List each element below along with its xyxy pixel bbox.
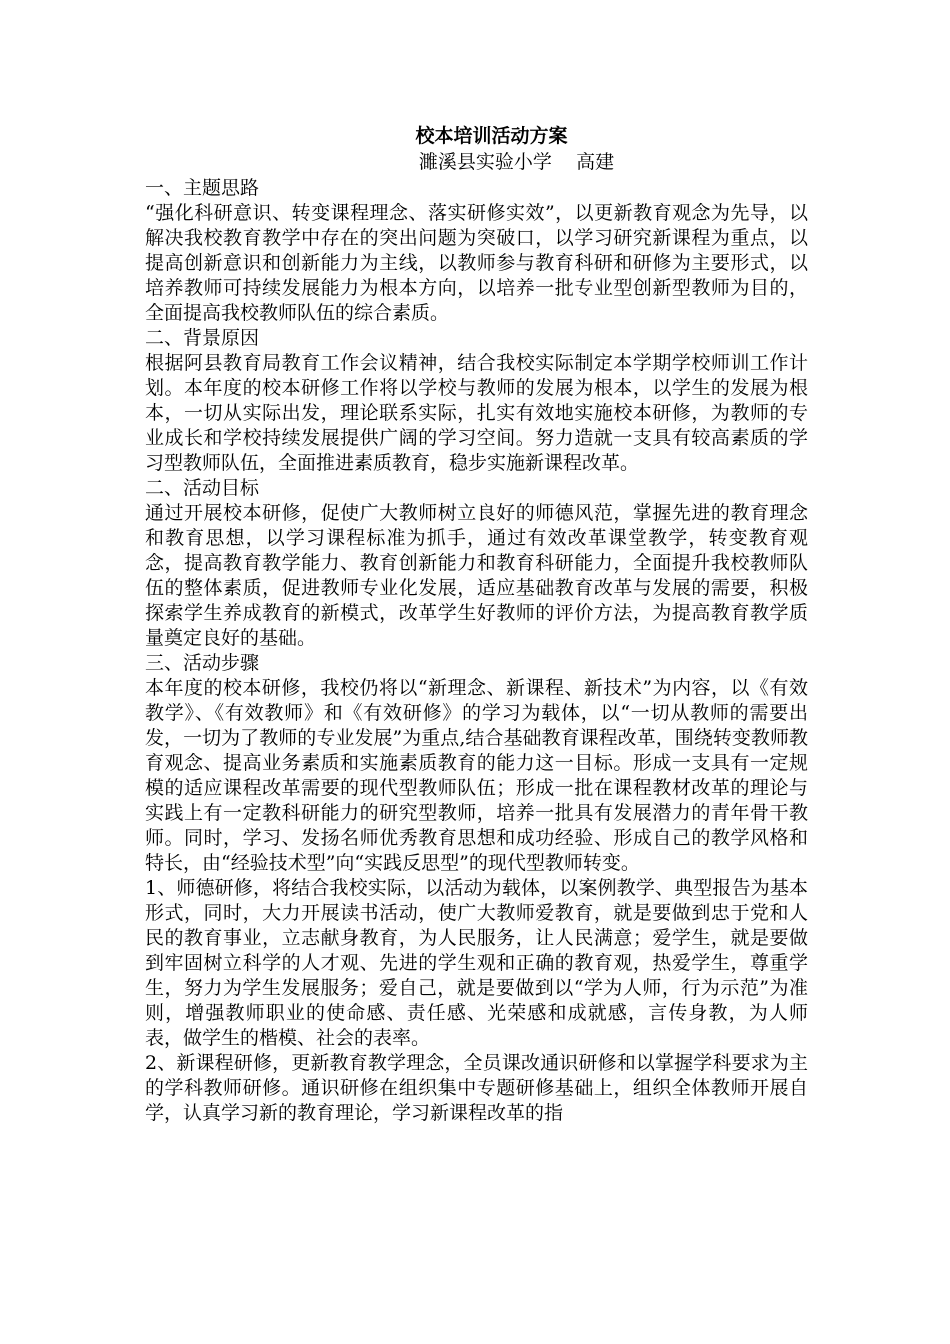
document-subtitle: 濉溪县实验小学 高建 (418, 151, 615, 173)
list-item-ethics-training: 1、师德研修，将结合我校实际，以活动为载体，以案例教学、典型报告为基本形式，同时，大力开展读书活动，使广大教师爱教育，就是要做到忠于党和人民的教育事业，立志献身教育，为人民服务，让人民满意；爱学生，就是要做到牢固树立科学的人才观、先进的学生观和正确的教育观，热爱学生，尊重学生，努力为学生发展服务；爱自己，就是要做到以“学为人师，行为示范”为准则，增强教师职业的使命感、责任感、光荣感和成就感，言传身教，为人师表，做学生的楷模、社会的表率。 (145, 877, 808, 1049)
section-paragraph-steps: 本年度的校本研修，我校仍将以“新理念、新课程、新技术”为内容，以《有效教学》、《有效教师》和《有效研修》的学习为载体，以“一切从教师的需要出发，一切为了教师的专业发展”为重点,结合基础教育课程改革，围绕转变教师教育观念、提高业务素质和实施素质教育的能力这一目标。形成一支具有一定规模的适应课程改革需要的现代型教师队伍；形成一批在课程教材改革的理论与实践上有一定教科研能力的研究型教师，培养一批具有发展潜力的青年骨干教师。同时，学习、发扬名师优秀教育思想和成功经验、形成自己的教学风格和特长，由“经验技术型”向“实践反思型”的现代型教师转变。 (145, 677, 808, 874)
section-heading-theme: 一、主题思路 (145, 177, 260, 199)
section-paragraph-goals: 通过开展校本研修，促使广大教师树立良好的师德风范，掌握先进的教育理念和教育思想，以学习课程标准为抓手，通过有效改革课堂教学，转变教育观念，提高教育教学能力、教育创新能力和教育科研能力，全面提升我校教师队伍的整体素质，促进教师专业化发展，适应基础教育改革与发展的需要，积极探索学生养成教育的新模式，改革学生好教师的评价方法，为提高教育教学质量奠定良好的基础。 (145, 502, 808, 649)
section-heading-background: 二、背景原因 (145, 327, 260, 349)
document-page (145, 123, 808, 1126)
section-paragraph-theme: “强化科研意识、转变课程理念、落实研修实效”，以更新教育观念为先导，以解决我校教育教学中存在的突出问题为突破口，以学习研究新课程为重点，以提高创新意识和创新能力为主线，以教师参与教育科研和研修为主要形式，以培养教师可持续发展能力为根本方向，以培养一批专业型创新型教师为目的，全面提高我校教师队伍的综合素质。 (145, 202, 808, 324)
document-title: 校本培训活动方案 (415, 125, 568, 147)
section-heading-steps: 三、活动步骤 (145, 652, 260, 674)
section-heading-goals: 二、活动目标 (145, 477, 260, 499)
section-paragraph-background: 根据阿县教育局教育工作会议精神，结合我校实际制定本学期学校师训工作计划。本年度的校本研修工作将以学校与教师的发展为根本，以学生的发展为根本，一切从实际出发，理论联系实际，扎实有效地实施校本研修，为教师的专业成长和学校持续发展提供广阔的学习空间。努力造就一支具有较高素质的学习型教师队伍，全面推进素质教育，稳步实施新课程改革。 (145, 352, 808, 474)
list-item-curriculum-training: 2、新课程研修，更新教育教学理念，全员课改通识研修和以掌握学科要求为主的学科教师研修。通识研修在组织集中专题研修基础上，组织全体教师开展自学，认真学习新的教育理论，学习新课程改革的指 (145, 1052, 808, 1124)
